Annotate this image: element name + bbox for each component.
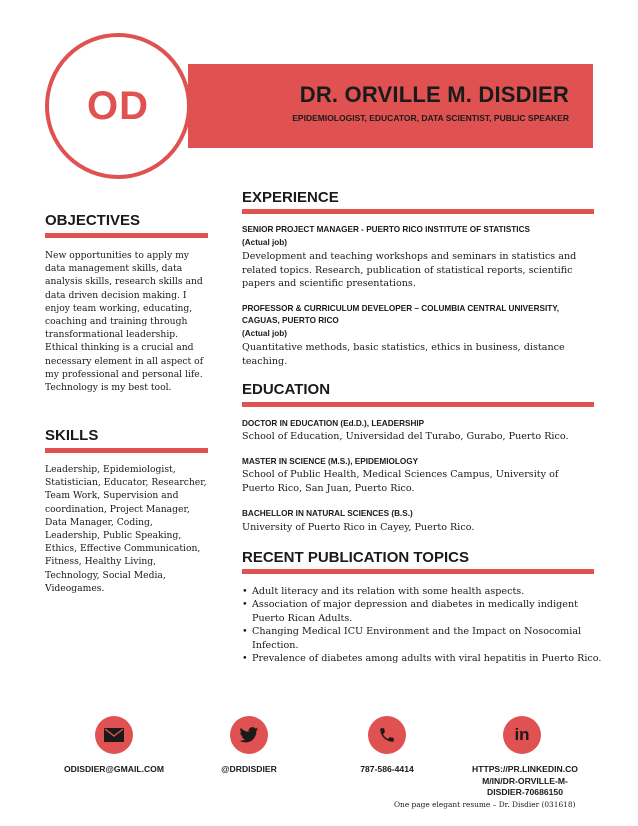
degree-title-2: MASTER IN SCIENCE (M.S.), EPIDEMIOLOGY bbox=[242, 457, 419, 466]
job-title-1: SENIOR PROJECT MANAGER - PUERTO RICO INSTITUTE OF STATISTICS bbox=[242, 225, 530, 234]
footer-note: One page elegant resume – Dr. Disdier (031618) bbox=[394, 800, 576, 809]
job-description-2: Quantitative methods, basic statistics, ethics in business, distance teaching. bbox=[242, 342, 565, 367]
degree-title-3: BACHELLOR IN NATURAL SCIENCES (B.S.) bbox=[242, 509, 413, 518]
email-link[interactable]: ODISDIER@GMAIL.COM bbox=[63, 764, 165, 774]
skills-title: SKILLS bbox=[45, 427, 99, 444]
header-subtitle: EPIDEMIOLOGIST, EDUCATOR, DATA SCIENTIST, PUBLIC SPEAKER bbox=[292, 113, 569, 123]
monogram-circle bbox=[45, 33, 191, 179]
degree-title-1: DOCTOR IN EDUCATION (Ed.D.), LEADERSHIP bbox=[242, 419, 425, 428]
experience-title: EXPERIENCE bbox=[242, 189, 339, 206]
envelope-icon[interactable] bbox=[95, 716, 133, 754]
header-name: DR. ORVILLE M. DISDIER bbox=[299, 82, 569, 107]
degree-description-3: University of Puerto Rico in Cayey, Puerto Rico. bbox=[242, 522, 475, 533]
publication-item: • Prevalence of diabetes among adults with viral hepatitis in Puerto Rico. bbox=[242, 652, 602, 665]
header-band bbox=[188, 64, 593, 148]
linkedin-icon-text: in bbox=[514, 725, 530, 744]
job-note-2: (Actual job) bbox=[242, 329, 288, 338]
phone-icon[interactable] bbox=[368, 716, 406, 754]
job-note-1: (Actual job) bbox=[242, 238, 288, 247]
degree-description-1: School of Education, Universidad del Turabo, Gurabo, Puerto Rico. bbox=[242, 431, 569, 442]
publication-item: • Association of major depression and diabetes in medically indigent Puerto Rican Adults. bbox=[242, 598, 602, 625]
objectives-title: OBJECTIVES bbox=[45, 212, 141, 229]
skills-rule bbox=[45, 448, 208, 453]
twitter-handle-link[interactable]: @DRDISDIER bbox=[221, 764, 277, 774]
twitter-bird-icon[interactable] bbox=[230, 716, 268, 754]
degree-description-2: School of Public Health, Medical Sciences Campus, University of Puerto Rico, San Juan, Puerto Rico. bbox=[242, 469, 559, 494]
education-title: EDUCATION bbox=[242, 381, 331, 398]
publications-title: RECENT PUBLICATION TOPICS bbox=[242, 549, 469, 566]
publications-rule bbox=[242, 569, 594, 574]
skills-text: Leadership, Epidemiologist, Statistician, Educator, Researcher, Team Work, Supervision and coordination, Project Manager, Data Manager, Coding, Leadership, Public Speaking, Ethics, Effective Communication, Fitness, Healthy Living, Technology, Social Media, Videogames. bbox=[45, 464, 207, 594]
objectives-rule bbox=[45, 233, 208, 238]
job-title-2: PROFESSOR & CURRICULUM DEVELOPER – COLUMBIA CENTRAL UNIVERSITY, CAGUAS, PUERTO RICO bbox=[242, 304, 560, 325]
publications-list bbox=[242, 585, 602, 665]
linkedin-icon[interactable] bbox=[503, 716, 541, 754]
publication-item: • Adult literacy and its relation with some health aspects. bbox=[242, 585, 602, 598]
linkedin-url-link[interactable]: HTTPS://PR.LINKEDIN.CO M/IN/DR-ORVILLE-M-DISDIER-70686150 bbox=[472, 764, 578, 797]
monogram: OD bbox=[87, 83, 149, 128]
phone-number[interactable]: 787-586-4414 bbox=[360, 764, 414, 774]
publication-item: • Changing Medical ICU Environment and the Impact on Nosocomial Infection. bbox=[242, 625, 602, 652]
objectives-text: New opportunities to apply my data management skills, data analysis skills, research skills and data driven decision making. I enjoy team working, educating, coaching and training through transformational leadership. Ethical thinking is a crucial and necessary element in all aspect of my professional and personal life. Technology is my best tool. bbox=[45, 250, 204, 394]
education-rule bbox=[242, 402, 594, 407]
job-description-1: Development and teaching workshops and seminars in statistics and related topics. Research, publication of statistical reports, scientific papers and scientific presentations. bbox=[242, 251, 577, 289]
experience-rule bbox=[242, 209, 594, 214]
